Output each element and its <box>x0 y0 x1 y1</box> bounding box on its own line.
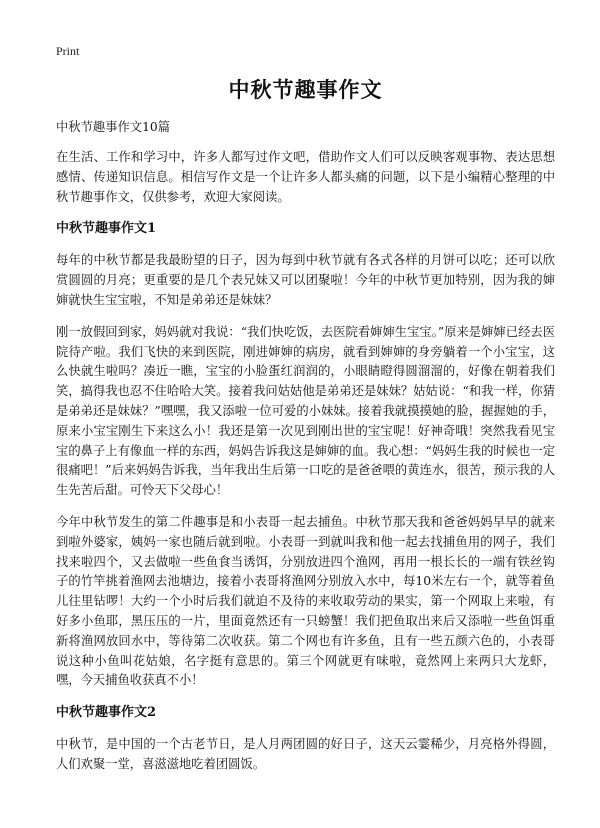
section-1-paragraph-1: 每年的中秋节都是我最盼望的日子，因为每到中秋节就有各式各样的月饼可以吃；还可以欣赏圆圆的月亮；更重要的是几个表兄妹又可以团聚啦！今年的中秋节更加特别，因为我的婶婶就快生宝宝啦，不知是弟弟还是妹妹？ <box>56 253 555 307</box>
section-heading-1: 中秋节趣事作文1 <box>56 221 157 237</box>
intro-paragraph: 在生活、工作和学习中，许多人都写过作文吧，借助作文人们可以反映客观事物、表达思想感情、传递知识信息。相信写作文是一个让许多人都头痛的问题，以下是小编精心整理的中秋节趣事作文，仅供参考，欢迎大家阅读。 <box>56 150 555 204</box>
page-title: 中秋节趣事作文 <box>228 78 383 102</box>
section-1-paragraph-2: 刚一放假回到家，妈妈就对我说：“我们快吃饭，去医院看婶婶生宝宝。”原来是婶婶已经去医院待产啦。我们飞快的来到医院，刚进婶婶的病房，就看到婶婶的身旁躺着一个小宝宝，这么快就生啦吗？凑近一瞧，宝宝的小脸蛋红润润的，小眼睛瞪得圆溜溜的，好像在朝着我们笑，搞得我也忍不住哈哈大笑。接着我问姑姑他是弟弟还是妹妹？姑姑说：“和我一样，你猜是弟弟还是妹妹？”嘿嘿，我又添啦一位可爱的小妹妹。接着我就摸摸她的脸，握握她的手，原来小宝宝刚生下来这么小！我还是第一次见到刚出世的宝宝呢！好神奇哦！突然我看见宝宝的鼻子上有像血一样的东西，妈妈告诉我这是婶婶的血。我心想：“妈妈生我的时候也一定很痛吧！”后来妈妈告诉我，当年我出生后第一口吃的是爸爸喂的黄连水，很苦，预示我的人生先苦后甜。可怜天下父母心！ <box>56 324 555 498</box>
print-link[interactable]: Print <box>56 44 80 58</box>
section-2-paragraph-1: 中秋节，是中国的一个古老节日，是人月两团圆的好日子，这天云霎稀少，月亮格外得圆，人们欢聚一堂，喜滋滋地吃着团圆饭。 <box>56 737 555 771</box>
section-1-paragraph-3: 今年中秋节发生的第二件趣事是和小表哥一起去捕鱼。中秋节那天我和爸爸妈妈早早的就来到啦外婆家，姨妈一家也随后就到啦。小表哥一到就叫我和他一起去找捕鱼用的网子，我们找来啦四个，又去做啦一些鱼食当诱饵，分别放进四个渔网，再用一根长长的一端有铁丝钩子的竹竿挑着渔网去池塘边，接着小表哥将渔网分别放入水中，每10米左右一个，就等着鱼儿往里钻啰！大约一个小时后我们就迫不及待的来收取劳动的果实，第一个网取上来啦，有好多小鱼耶，黑压压的一片，里面竟然还有一只螃蟹！我们把鱼取出来后又添啦一些鱼饵重新将渔网放回水中，等待第二次收获。第二个网也有许多鱼，且有一些五颜六色的，小表哥说这种小鱼叫花姑娘，名字挺有意思的。第三个网就更有味啦，竟然网上来两只大龙虾，嘿，今天捕鱼收获真不小！ <box>56 514 555 688</box>
document-subtitle: 中秋节趣事作文10篇 <box>56 120 171 134</box>
section-heading-2: 中秋节趣事作文2 <box>56 705 157 721</box>
